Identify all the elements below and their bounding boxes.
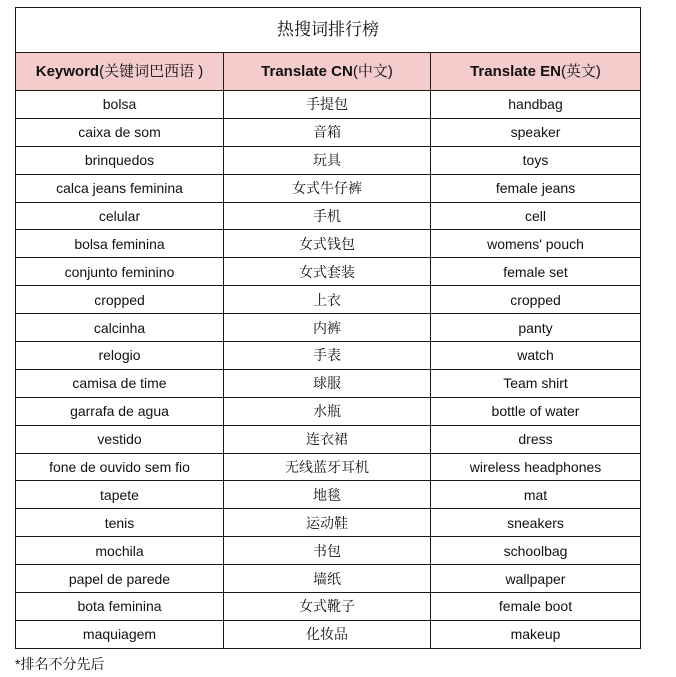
translate-en-cell: female set xyxy=(431,258,641,286)
translate-en-cell: female jeans xyxy=(431,174,641,202)
keyword-cell: camisa de time xyxy=(16,369,224,397)
translate-en-cell: cropped xyxy=(431,286,641,314)
table-row xyxy=(16,481,641,509)
column-header-keyword-label: Keyword xyxy=(35,62,100,80)
keyword-cell: bolsa feminina xyxy=(16,230,224,258)
translate-en-cell: cell xyxy=(431,202,641,230)
table-row xyxy=(16,230,641,258)
translate-en-cell: womens' pouch xyxy=(431,230,641,258)
translate-cn-cell: 地毯 xyxy=(224,481,431,509)
translate-en-cell: panty xyxy=(431,314,641,342)
translate-en-cell: makeup xyxy=(431,620,641,648)
table-row xyxy=(16,537,641,565)
table-body xyxy=(16,91,641,649)
table-row xyxy=(16,620,641,648)
translate-en-cell: wireless headphones xyxy=(431,453,641,481)
keyword-cell: mochila xyxy=(16,537,224,565)
footnote: *排名不分先后 xyxy=(15,656,105,672)
translate-cn-cell: 球服 xyxy=(224,369,431,397)
translate-cn-cell: 上衣 xyxy=(224,286,431,314)
translate-cn-cell: 运动鞋 xyxy=(224,509,431,537)
column-header-keyword xyxy=(16,53,224,91)
column-header-translate-cn xyxy=(224,53,431,91)
keyword-cell: conjunto feminino xyxy=(16,258,224,286)
keyword-cell: papel de parede xyxy=(16,565,224,593)
translate-cn-cell: 手提包 xyxy=(224,91,431,119)
translate-cn-cell: 化妆品 xyxy=(224,620,431,648)
table-row xyxy=(16,342,641,370)
table-row xyxy=(16,425,641,453)
table-row xyxy=(16,91,641,119)
translate-cn-cell: 女式牛仔裤 xyxy=(224,174,431,202)
translate-cn-cell: 无线蓝牙耳机 xyxy=(224,453,431,481)
translate-en-cell: dress xyxy=(431,425,641,453)
translate-cn-cell: 女式钱包 xyxy=(224,230,431,258)
table-row xyxy=(16,397,641,425)
table-row xyxy=(16,369,641,397)
translate-en-cell: toys xyxy=(431,146,641,174)
keyword-cell: celular xyxy=(16,202,224,230)
column-header-keyword-note: (关键词巴西语 ) xyxy=(99,62,204,80)
translate-cn-cell: 内裤 xyxy=(224,314,431,342)
keyword-cell: cropped xyxy=(16,286,224,314)
translate-en-cell: wallpaper xyxy=(431,565,641,593)
translate-en-cell: sneakers xyxy=(431,509,641,537)
translate-en-cell: speaker xyxy=(431,118,641,146)
table-row xyxy=(16,593,641,621)
translate-cn-cell: 女式套装 xyxy=(224,258,431,286)
keyword-cell: garrafa de agua xyxy=(16,397,224,425)
keyword-cell: tenis xyxy=(16,509,224,537)
translate-en-cell: watch xyxy=(431,342,641,370)
table-row xyxy=(16,118,641,146)
table-row xyxy=(16,314,641,342)
keyword-cell: tapete xyxy=(16,481,224,509)
translate-cn-cell: 连衣裙 xyxy=(224,425,431,453)
translate-en-cell: handbag xyxy=(431,91,641,119)
table-row xyxy=(16,202,641,230)
table-row xyxy=(16,453,641,481)
translate-cn-cell: 书包 xyxy=(224,537,431,565)
translate-en-cell: female boot xyxy=(431,593,641,621)
keyword-cell: vestido xyxy=(16,425,224,453)
translate-cn-cell: 水瓶 xyxy=(224,397,431,425)
translate-cn-cell: 玩具 xyxy=(224,146,431,174)
translate-en-cell: schoolbag xyxy=(431,537,641,565)
table-row xyxy=(16,565,641,593)
translate-cn-cell: 手表 xyxy=(224,342,431,370)
table-row xyxy=(16,509,641,537)
column-header-translate-en xyxy=(431,53,641,91)
ranking-table-container xyxy=(15,7,640,649)
translate-cn-cell: 墙纸 xyxy=(224,565,431,593)
table-row xyxy=(16,258,641,286)
translate-en-cell: Team shirt xyxy=(431,369,641,397)
keyword-cell: bolsa xyxy=(16,91,224,119)
translate-cn-cell: 音箱 xyxy=(224,118,431,146)
table-row xyxy=(16,174,641,202)
translate-en-cell: mat xyxy=(431,481,641,509)
column-header-cn-label: Translate CN xyxy=(261,62,353,80)
keyword-cell: brinquedos xyxy=(16,146,224,174)
table-title: 热搜词排行榜 xyxy=(16,8,641,53)
keyword-cell: fone de ouvido sem fio xyxy=(16,453,224,481)
column-header-cn-note: (中文) xyxy=(352,62,393,80)
keyword-cell: calcinha xyxy=(16,314,224,342)
column-header-en-label: Translate EN xyxy=(470,62,561,80)
hot-keyword-ranking-table xyxy=(15,7,641,649)
table-row xyxy=(16,286,641,314)
keyword-cell: maquiagem xyxy=(16,620,224,648)
translate-cn-cell: 手机 xyxy=(224,202,431,230)
table-row xyxy=(16,146,641,174)
column-header-en-note: (英文) xyxy=(560,62,601,80)
translate-cn-cell: 女式靴子 xyxy=(224,593,431,621)
keyword-cell: relogio xyxy=(16,342,224,370)
keyword-cell: calca jeans feminina xyxy=(16,174,224,202)
translate-en-cell: bottle of water xyxy=(431,397,641,425)
keyword-cell: caixa de som xyxy=(16,118,224,146)
column-header-row xyxy=(16,53,641,91)
keyword-cell: bota feminina xyxy=(16,593,224,621)
